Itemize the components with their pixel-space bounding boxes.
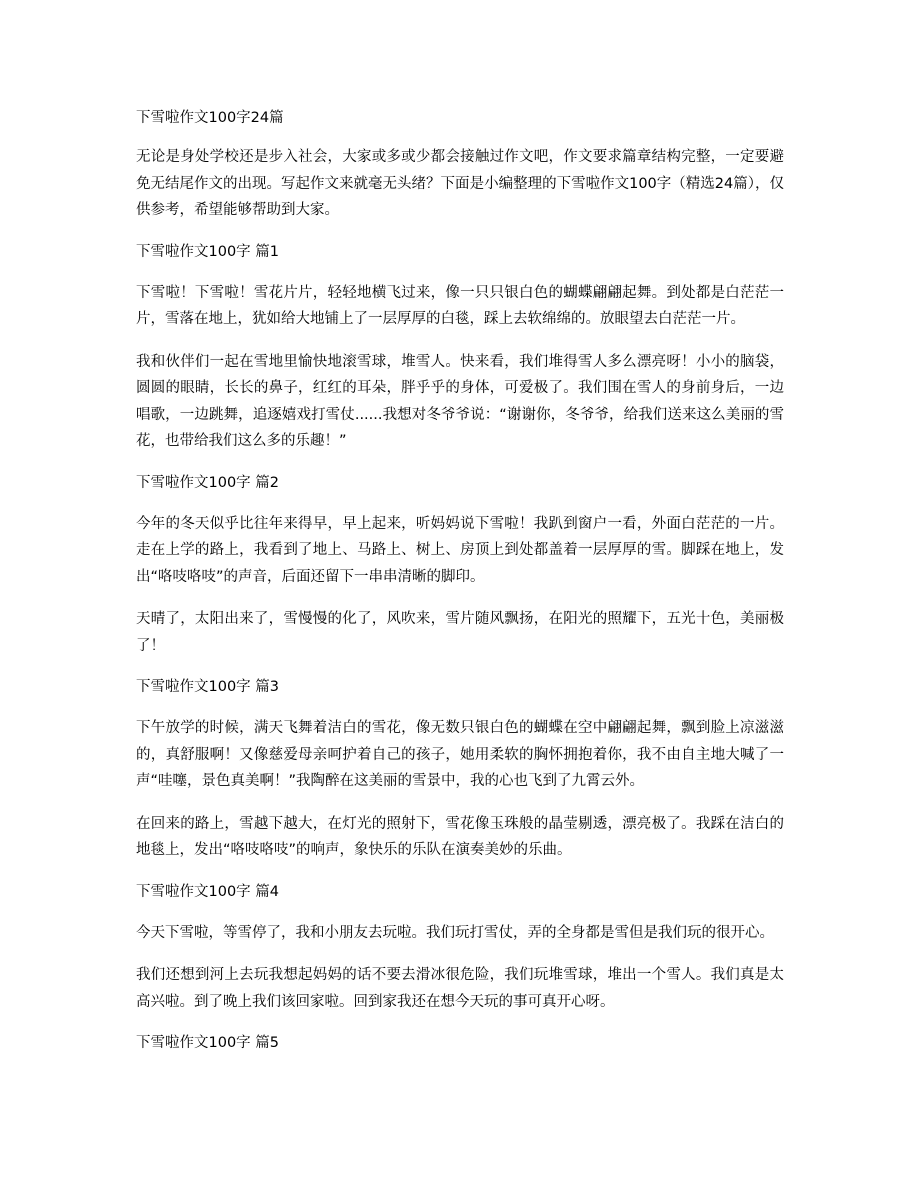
section-4-paragraph-1: 今天下雪啦，等雪停了，我和小朋友去玩啦。我们玩打雪仗，弄的全身都是雪但是我们玩的很开心。 — [136, 924, 774, 941]
section-3-paragraph-1: 下午放学的时候，满天飞舞着洁白的雪花，像无数只银白色的蝴蝶在空中翩翩起舞，飘到脸上凉滋滋的，真舒服啊！又像慈爱母亲呵护着自己的孩子，她用柔软的胸怀拥抱着你，我不由自主地大喊了一声“哇噻，景色真美啊！”我陶醉在这美丽的雪景中，我的心也飞到了九霄云外。 — [136, 720, 784, 789]
section-heading-2: 下雪啦作文100字 篇2 — [136, 474, 280, 491]
section-heading-3: 下雪啦作文100字 篇3 — [136, 679, 280, 695]
section-heading-4: 下雪啦作文100字 篇4 — [136, 883, 280, 900]
section-4-paragraph-2: 我们还想到河上去玩我想起妈妈的话不要去滑冰很危险，我们玩堆雪球，堆出一个雪人。我们真是太高兴啦。到了晚上我们该回家啦。回到家我还在想今天玩的事可真开心呀。 — [136, 967, 784, 1010]
section-2-paragraph-1: 今年的冬天似乎比往年来得早，早上起来，听妈妈说下雪啦！我趴到窗户一看，外面白茫茫的一片。走在上学的路上，我看到了地上、马路上、树上、房顶上到处都盖着一层厚厚的雪。脚踩在地上，发出“咯吱咯吱”的声音，后面还留下一串串清晰的脚印。 — [136, 515, 784, 585]
section-1-paragraph-2: 我和伙伴们一起在雪地里愉快地滚雪球，堆雪人。快来看，我们堆得雪人多么漂亮呀！小小的脑袋，圆圆的眼睛，长长的鼻子，红红的耳朵，胖乎乎的身体，可爱极了。我们围在雪人的身前身后，一边唱歌，一边跳舞，追逐嬉戏打雪仗......我想对冬爷爷说：“谢谢你，冬爷爷，给我们送来这么美丽的雪花，也带给我们这么多的乐趣！” — [136, 353, 784, 449]
document-page — [136, 106, 784, 1071]
section-heading-5: 下雪啦作文100字 篇5 — [136, 1035, 280, 1051]
section-1-paragraph-1: 下雪啦！下雪啦！雪花片片，轻轻地横飞过来，像一只只银白色的蝴蝶翩翩起舞。到处都是白茫茫一片，雪落在地上，犹如给大地铺上了一层厚厚的白毯，踩上去软绵绵的。放眼望去白茫茫一片。 — [136, 284, 784, 327]
section-3-paragraph-2: 在回来的路上，雪越下越大，在灯光的照射下，雪花像玉珠般的晶莹剔透，漂亮极了。我踩在洁白的地毯上，发出“咯吱咯吱”的响声，象快乐的乐队在演奏美妙的乐曲。 — [136, 815, 784, 858]
document-title: 下雪啦作文100字24篇 — [136, 110, 284, 126]
section-2-paragraph-2: 天晴了，太阳出来了，雪慢慢的化了，风吹来，雪片随风飘扬，在阳光的照耀下，五光十色，美丽极了！ — [136, 611, 784, 654]
intro-paragraph: 无论是身处学校还是步入社会，大家或多或少都会接触过作文吧，作文要求篇章结构完整，一定要避免无结尾作文的出现。写起作文来就毫无头绪？下面是小编整理的下雪啦作文100字（精选24篇），仅供参考，希望能够帮助到大家。 — [136, 149, 784, 218]
section-heading-1: 下雪啦作文100字 篇1 — [136, 243, 280, 260]
